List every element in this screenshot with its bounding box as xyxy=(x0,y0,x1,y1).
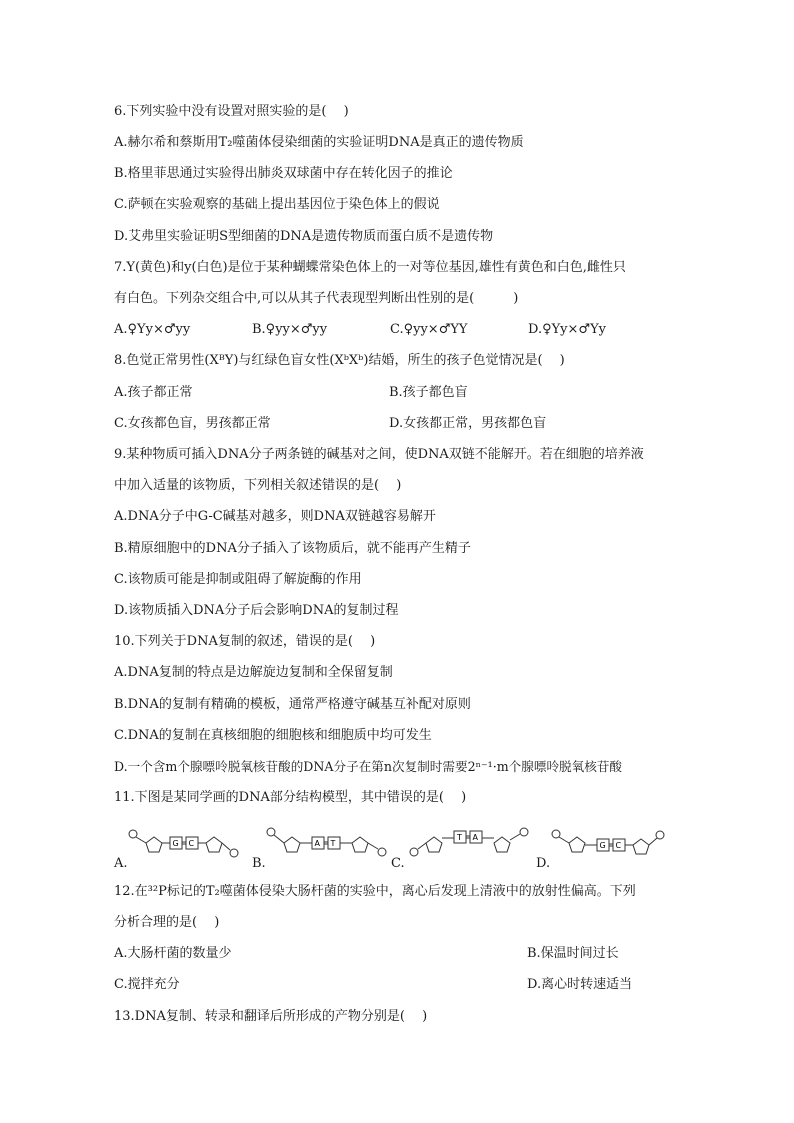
q9-option-d: D.该物质插入DNA分子后会影响DNA的复制过程 xyxy=(114,603,399,618)
q12-option-a: A.大肠杆菌的数量少 xyxy=(114,946,232,961)
q8-stem: 8.色觉正常男性(XᴮY)与红绿色盲女性(XᵇXᵇ)结婚，所生的孩子色觉情况是( ) xyxy=(114,353,565,368)
q11-c-base-right: A xyxy=(472,833,478,842)
q6-option-a: A.赫尔希和蔡斯用T₂噬菌体侵染细菌的实验证明DNA是真正的遗传物质 xyxy=(114,135,524,150)
q11-d-base-right: C xyxy=(615,841,622,850)
q11-stem: 11.下图是某同学画的DNA部分结构模型，其中错误的是( ) xyxy=(114,790,467,805)
q12-option-c: C.搅拌充分 xyxy=(114,977,180,992)
q12-stem-line1: 12.在³²P标记的T₂噬菌体侵染大肠杆菌的实验中，离心后发现上清液中的放射性偏高。下列 xyxy=(114,884,636,899)
q8-option-c: C.女孩都色盲，男孩都正常 xyxy=(114,416,271,431)
q7-option-b: B.♀yy×♂yy xyxy=(252,322,328,337)
q9-option-b: B.精原细胞中的DNA分子插入了该物质后，就不能再产生精子 xyxy=(114,541,471,556)
q8-option-b: B.孩子都色盲 xyxy=(389,385,468,400)
q11-a-base-left: G xyxy=(172,839,179,848)
q10-option-b: B.DNA的复制有精确的模板，通常严格遵守碱基互补配对原则 xyxy=(114,697,471,712)
q11-diagram-d xyxy=(549,826,669,866)
q11-diagram-b xyxy=(264,826,394,866)
q13-stem: 13.DNA复制、转录和翻译后所形成的产物分别是( ) xyxy=(114,1009,428,1024)
q9-option-a: A.DNA分子中G-C碱基对越多，则DNA双链越容易解开 xyxy=(114,509,436,524)
q6-option-d: D.艾弗里实验证明S型细菌的DNA是遗传物质而蛋白质不是遗传物 xyxy=(114,229,494,244)
q11-option-c-label: C. xyxy=(391,856,405,871)
q6-option-c: C.萨顿在实验观察的基础上提出基因位于染色体上的假说 xyxy=(114,197,440,212)
q9-stem-line1: 9.某种物质可插入DNA分子两条链的碱基对之间，使DNA双链不能解开。若在细胞的培养液 xyxy=(114,447,644,462)
q11-option-a-label: A. xyxy=(114,856,128,871)
q10-option-d: D.一个含m个腺嘌呤脱氧核苷酸的DNA分子在第n次复制时需要2ⁿ⁻¹·m个腺嘌呤脱氧核苷酸 xyxy=(114,759,623,774)
q8-option-d: D.女孩都正常，男孩都色盲 xyxy=(389,416,547,431)
q11-b-base-right: T xyxy=(330,839,336,848)
q7-option-a: A.♀Yy×♂yy xyxy=(114,322,191,337)
q10-stem: 10.下列关于DNA复制的叙述，错误的是( ) xyxy=(114,634,376,649)
q11-b-base-left: A xyxy=(314,839,320,848)
q11-diagram-a xyxy=(126,826,246,866)
q6-stem: 6.下列实验中没有设置对照实验的是( ) xyxy=(114,104,349,119)
q7-stem-line2: 有白色。下列杂交组合中,可以从其子代表现型判断出性别的是( ) xyxy=(114,291,519,306)
q11-c-base-left: T xyxy=(457,833,462,842)
q6-option-b: B.格里菲思通过实验得出肺炎双球菌中存在转化因子的推论 xyxy=(114,166,453,181)
q7-option-c: C.♀yy×♂YY xyxy=(390,322,468,337)
q12-option-d: D.离心时转速适当 xyxy=(527,977,633,992)
q9-option-c: C.该物质可能是抑制或阻碍了解旋酶的作用 xyxy=(114,572,362,587)
q12-stem-line2: 分析合理的是( ) xyxy=(114,915,220,930)
q11-diagrams xyxy=(114,826,674,874)
q11-option-b-label: B. xyxy=(252,856,266,871)
q10-option-a: A.DNA复制的特点是边解旋边复制和全保留复制 xyxy=(114,665,393,680)
q10-option-c: C.DNA的复制在真核细胞的细胞核和细胞质中均可发生 xyxy=(114,728,432,743)
q11-diagram-c xyxy=(406,826,536,866)
q12-option-b: B.保温时间过长 xyxy=(527,946,619,961)
q7-stem-line1: 7.Y(黄色)和y(白色)是位于某种蝴蝶常染色体上的一对等位基因,雄性有黄色和白色,雌性只 xyxy=(114,260,626,275)
q11-a-base-right: C xyxy=(188,839,195,848)
q11-d-base-left: G xyxy=(599,841,606,850)
q11-option-d-label: D. xyxy=(536,856,551,871)
q8-option-a: A.孩子都正常 xyxy=(114,385,193,400)
q9-stem-line2: 中加入适量的该物质，下列相关叙述错误的是( ) xyxy=(114,478,402,493)
q7-option-d: D.♀Yy×♂Yy xyxy=(528,322,606,337)
